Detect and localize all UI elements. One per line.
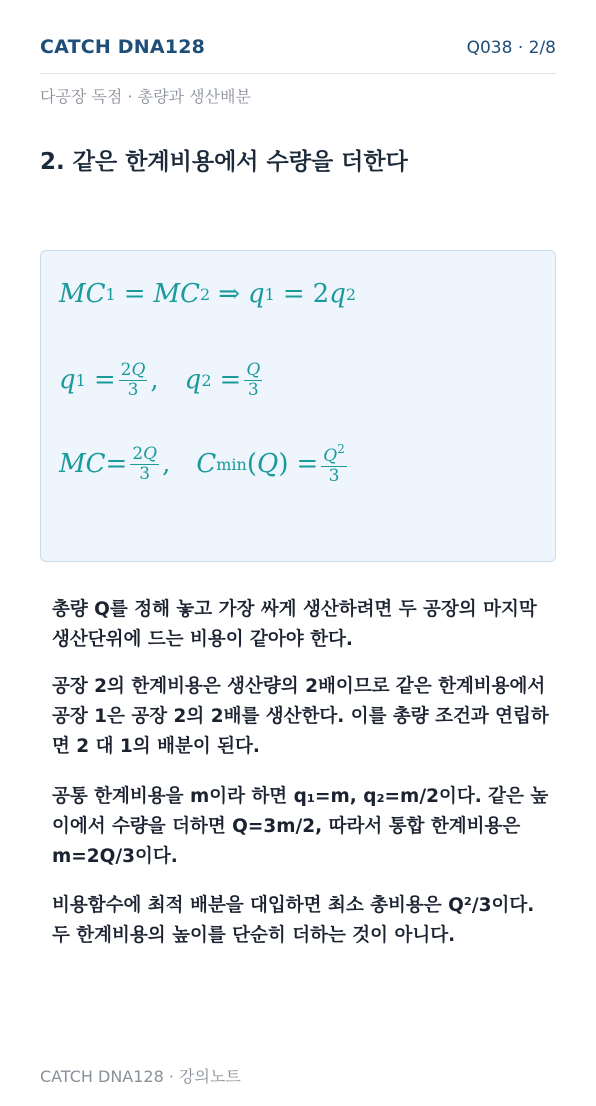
page-header: [40, 36, 556, 74]
paragraph-4: 비용함수에 최적 배분을 대입하면 최소 총비용은 Q²/3이다. 두 한계비용의 높이를 단순히 더하는 것이 아니다.: [52, 895, 535, 946]
page-indicator: Q038 · 2/8: [466, 38, 556, 58]
formula-eq3: MC = $\frac{2Q}{3}$ , C min ( Q ) = $\frac{Q^2}{3}$: [59, 442, 345, 486]
paragraph-2: 공장 2의 한계비용은 생산량의 2배이므로 같은 한계비용에서 공장 1은 공장 2의 2배를 생산한다. 이를 총량 조건과 연립하면 2 대 1의 배분이 된다.: [52, 676, 549, 757]
formula-box: [40, 250, 556, 562]
brand-title: CATCH DNA128: [40, 36, 206, 58]
page-footer: CATCH DNA128 · 강의노트: [40, 1067, 241, 1086]
paragraph-3: 공통 한계비용을 m이라 하면 q₁=m, q₂=m/2이다. 같은 높이에서 수량을 더하면 Q=3m/2, 따라서 통합 한계비용은 m=2Q/3이다.: [52, 786, 549, 867]
section-title: 2. 같은 한계비용에서 수량을 더한다: [40, 149, 408, 175]
paragraph-1: 총량 Q를 정해 놓고 가장 싸게 생산하려면 두 공장의 마지막 생산단위에 드는 비용이 같아야 한다.: [52, 599, 537, 650]
breadcrumb: 다공장 독점 · 총량과 생산배분: [40, 87, 251, 106]
formula-eq2: q 1 = $\frac{2Q}{3}$ , q 2 = $\frac{Q}{3}$: [59, 360, 261, 400]
formula-eq1: MC 1 = MC 2 ⇒ q 1 = 2 q 2: [59, 279, 357, 309]
